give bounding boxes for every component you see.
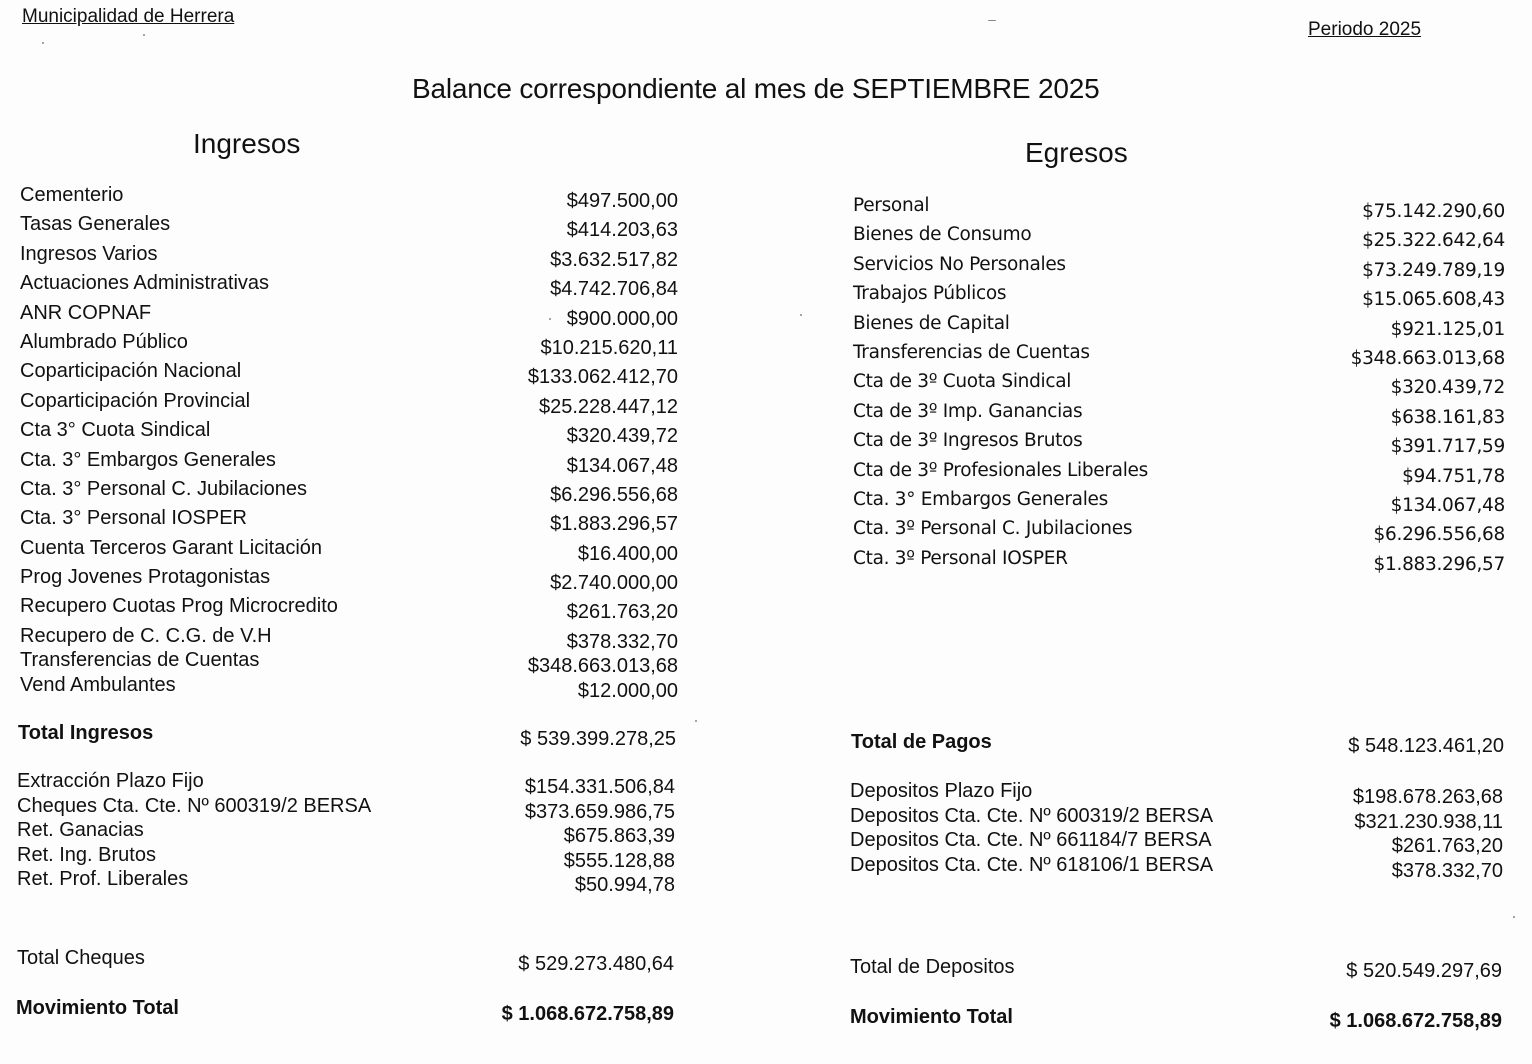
movimiento-total-egresos-label: Movimiento Total xyxy=(850,1006,1013,1028)
item-amount: $320.439,72 xyxy=(566,425,678,448)
item-amount: $10.215.620,11 xyxy=(540,336,678,359)
item-label: Cta. 3° Embargos Generales xyxy=(20,448,276,471)
list-item xyxy=(20,566,678,595)
item-label: Ret. Ganacias xyxy=(17,819,144,842)
item-label: Vend Ambulantes xyxy=(20,673,176,696)
ingresos-heading: Ingresos xyxy=(193,128,301,159)
item-label: Tasas Generales xyxy=(20,213,171,236)
item-label: Transferencias de Cuentas xyxy=(853,341,1090,363)
list-item xyxy=(20,649,678,678)
item-label: Alumbrado Público xyxy=(20,330,188,353)
item-amount: $133.062.412,70 xyxy=(527,366,678,389)
item-amount: $555.128,88 xyxy=(563,849,675,872)
item-amount: $348.663.013,68 xyxy=(1350,347,1505,369)
item-amount: $25.322.642,64 xyxy=(1362,230,1505,252)
list-item xyxy=(17,819,675,848)
list-item xyxy=(20,595,678,624)
item-label: Transferencias de Cuentas xyxy=(20,649,260,672)
list-item xyxy=(20,624,678,653)
list-item xyxy=(853,489,1505,518)
list-item xyxy=(17,868,675,897)
item-label: Actuaciones Administrativas xyxy=(20,272,270,295)
movimiento-total-egresos-amount: $ 1.068.672.758,89 xyxy=(1329,1010,1502,1032)
depositos-list xyxy=(850,780,1503,882)
item-amount: $900.000,00 xyxy=(566,307,678,330)
list-item xyxy=(20,507,678,536)
item-amount: $638.161,83 xyxy=(1390,406,1505,428)
list-item xyxy=(853,283,1505,312)
scan-speck xyxy=(143,34,145,36)
list-item xyxy=(853,548,1505,577)
item-label: Ret. Ing. Brutos xyxy=(17,843,156,866)
item-amount: $1.883.296,57 xyxy=(1373,553,1505,575)
item-amount: $6.296.556,68 xyxy=(550,483,678,506)
egresos-list xyxy=(853,195,1505,577)
list-item xyxy=(20,243,678,272)
cheques-list xyxy=(17,770,675,897)
total-ingresos-amount: $ 539.399.278,25 xyxy=(520,728,676,750)
item-label: Extracción Plazo Fijo xyxy=(17,770,204,792)
item-amount: $16.400,00 xyxy=(577,542,678,565)
item-amount: $348.663.013,68 xyxy=(527,655,678,678)
item-amount: $2.740.000,00 xyxy=(550,572,678,595)
item-amount: $75.142.290,60 xyxy=(1362,201,1505,222)
list-item xyxy=(20,419,678,448)
item-label: Depositos Cta. Cte. Nº 618106/1 BERSA xyxy=(850,853,1214,876)
list-item xyxy=(17,794,675,823)
item-label: Cta. 3° Personal C. Jubilaciones xyxy=(20,477,308,500)
list-item xyxy=(20,478,678,507)
item-label: Cta. 3º Personal C. Jubilaciones xyxy=(853,518,1133,540)
item-label: Servicios No Personales xyxy=(853,253,1066,275)
item-amount: $261.763,20 xyxy=(566,601,678,624)
item-amount: $50.994,78 xyxy=(574,874,675,897)
item-label: ANR COPNAF xyxy=(20,301,152,324)
item-label: Bienes de Consumo xyxy=(853,224,1032,246)
item-amount: $73.249.789,19 xyxy=(1362,259,1505,281)
organization-name: Municipalidad de Herrera xyxy=(22,6,235,27)
item-amount: $391.717,59 xyxy=(1390,436,1505,458)
item-amount: $6.296.556,68 xyxy=(1373,524,1505,546)
movimiento-total-ingresos-label: Movimiento Total xyxy=(16,997,179,1019)
scan-speck xyxy=(1513,916,1515,918)
total-pagos-amount: $ 548.123.461,20 xyxy=(1348,735,1504,757)
list-item xyxy=(20,272,678,301)
item-amount: $15.065.608,43 xyxy=(1362,289,1505,311)
item-label: Bienes de Capital xyxy=(853,312,1010,334)
item-label: Depositos Cta. Cte. Nº 600319/2 BERSA xyxy=(850,804,1214,827)
total-cheques-amount: $ 529.273.480,64 xyxy=(518,953,674,975)
list-item xyxy=(20,302,678,331)
item-label: Recupero Cuotas Prog Microcredito xyxy=(20,595,338,618)
total-depositos-amount: $ 520.549.297,69 xyxy=(1346,960,1502,982)
item-label: Personal xyxy=(853,195,930,216)
item-label: Trabajos Públicos xyxy=(853,283,1007,305)
item-label: Prog Jovenes Protagonistas xyxy=(20,566,271,589)
item-amount: $25.228.447,12 xyxy=(538,395,678,418)
list-item xyxy=(850,853,1503,882)
item-amount: $198.678.263,68 xyxy=(1352,786,1503,808)
item-label: Coparticipación Provincial xyxy=(20,389,251,412)
item-label: Cementerio xyxy=(20,184,124,206)
list-item xyxy=(17,770,675,798)
item-amount: $134.067,48 xyxy=(1390,494,1505,516)
item-amount: $378.332,70 xyxy=(566,630,678,653)
item-label: Cta de 3º Profesionales Liberales xyxy=(853,459,1148,481)
list-item xyxy=(850,804,1503,833)
item-label: Cta de 3º Cuota Sindical xyxy=(853,371,1072,393)
movimiento-total-ingresos-amount: $ 1.068.672.758,89 xyxy=(501,1003,674,1025)
scan-speck xyxy=(695,720,697,722)
item-label: Cta de 3º Ingresos Brutos xyxy=(853,430,1083,452)
item-amount: $3.632.517,82 xyxy=(550,248,678,271)
list-item xyxy=(17,843,675,872)
item-amount: $320.439,72 xyxy=(1390,377,1505,399)
item-label: Cta. 3º Personal IOSPER xyxy=(853,547,1068,569)
list-item xyxy=(20,184,678,213)
item-amount: $94.751,78 xyxy=(1402,465,1505,487)
ingresos-list xyxy=(20,184,678,702)
item-amount: $675.863,39 xyxy=(563,825,675,848)
scan-speck xyxy=(549,318,551,320)
item-amount: $921.125,01 xyxy=(1390,318,1505,340)
item-label: Ret. Prof. Liberales xyxy=(17,868,189,891)
list-item xyxy=(853,313,1505,342)
item-amount: $378.332,70 xyxy=(1391,859,1503,882)
item-amount: $154.331.506,84 xyxy=(524,776,675,798)
egresos-heading: Egresos xyxy=(1025,137,1128,168)
list-item xyxy=(853,371,1505,400)
total-depositos-label: Total de Depositos xyxy=(850,956,1015,978)
list-item xyxy=(853,430,1505,459)
list-item xyxy=(853,518,1505,547)
item-label: Cheques Cta. Cte. Nº 600319/2 BERSA xyxy=(17,794,372,817)
list-item xyxy=(850,829,1503,858)
list-item xyxy=(853,342,1505,371)
item-amount: $497.500,00 xyxy=(566,190,678,212)
list-item xyxy=(853,195,1505,224)
total-pagos-label: Total de Pagos xyxy=(851,731,992,753)
scan-speck xyxy=(42,42,44,44)
list-item xyxy=(853,460,1505,489)
item-amount: $261.763,20 xyxy=(1391,835,1503,858)
list-item xyxy=(20,537,678,566)
item-label: Cta 3° Cuota Sindical xyxy=(20,419,211,442)
item-amount: $1.883.296,57 xyxy=(550,513,678,536)
total-cheques-label: Total Cheques xyxy=(17,947,145,969)
item-amount: $414.203,63 xyxy=(566,219,678,242)
list-item xyxy=(20,331,678,360)
list-item xyxy=(20,449,678,478)
item-amount: $321.230.938,11 xyxy=(1354,810,1503,833)
scan-speck xyxy=(988,20,996,21)
list-item xyxy=(850,780,1503,808)
total-ingresos-label: Total Ingresos xyxy=(18,722,154,744)
item-label: Cta de 3º Imp. Ganancias xyxy=(853,400,1083,422)
item-label: Cta. 3° Embargos Generales xyxy=(853,488,1108,510)
item-label: Recupero de C. C.G. de V.H xyxy=(20,624,272,647)
scan-speck xyxy=(800,314,802,316)
item-label: Cta. 3° Personal IOSPER xyxy=(20,507,247,530)
list-item xyxy=(20,360,678,389)
item-label: Depositos Plazo Fijo xyxy=(850,780,1033,802)
item-amount: $373.659.986,75 xyxy=(524,800,675,823)
item-label: Depositos Cta. Cte. Nº 661184/7 BERSA xyxy=(850,829,1212,852)
item-label: Coparticipación Nacional xyxy=(20,360,242,383)
list-item xyxy=(853,254,1505,283)
page-title: Balance correspondiente al mes de SEPTIEMBRE 2025 xyxy=(412,73,1100,104)
list-item xyxy=(20,390,678,419)
item-label: Ingresos Varios xyxy=(20,242,158,265)
list-item xyxy=(20,213,678,242)
item-amount: $4.742.706,84 xyxy=(550,278,678,301)
item-label: Cuenta Terceros Garant Licitación xyxy=(20,536,323,559)
list-item xyxy=(853,224,1505,253)
list-item xyxy=(20,673,678,702)
list-item xyxy=(853,401,1505,430)
period-label: Periodo 2025 xyxy=(1308,19,1422,40)
item-amount: $134.067,48 xyxy=(566,454,678,477)
item-amount: $12.000,00 xyxy=(577,679,678,702)
